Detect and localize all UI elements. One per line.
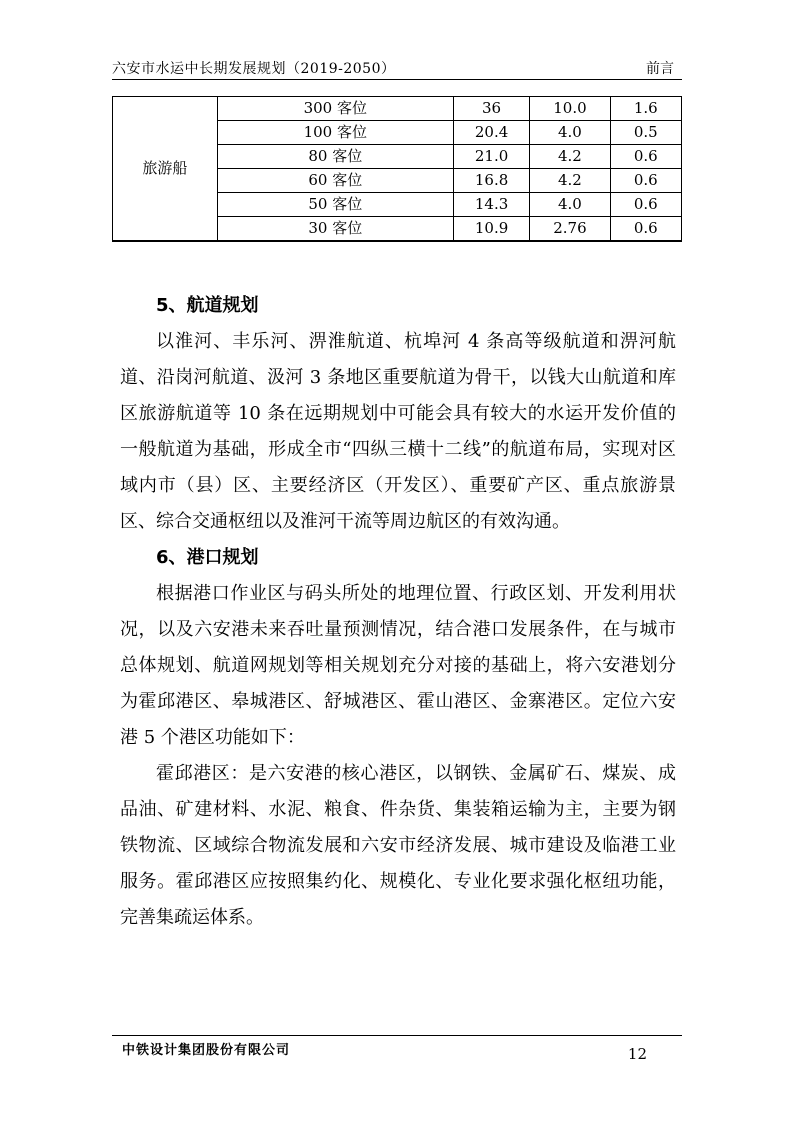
table-cell: 14.3 — [453, 193, 529, 217]
table-cell: 21.0 — [453, 145, 529, 169]
table-cell: 4.2 — [530, 169, 610, 193]
company-name: 中铁设计集团股份有限公司 — [122, 1043, 291, 1058]
table-cell: 10.0 — [530, 97, 610, 121]
table-cell: 0.6 — [610, 193, 681, 217]
table-cell: 10.9 — [453, 217, 529, 242]
table-cell: 80 客位 — [217, 145, 453, 169]
table-cell: 60 客位 — [217, 169, 453, 193]
table-cell: 50 客位 — [217, 193, 453, 217]
page-header — [112, 55, 682, 79]
table-cell: 36 — [453, 97, 529, 121]
table-cell: 4.0 — [530, 193, 610, 217]
header-divider — [112, 79, 682, 80]
table-cell: 0.6 — [610, 169, 681, 193]
paragraph: 根据港口作业区与码头所处的地理位置、行政区划、开发利用状况，以及六安港未来吞吐量预测情况，结合港口发展条件，在与城市总体规划、航道网规划等相关规划充分对接的基础上，将六安港划分为霍邱港区、皋城港区、舒城港区、霍山港区、金寨港区。定位六安港 5 个港区功能如下： — [120, 583, 676, 748]
table-cell: 16.8 — [453, 169, 529, 193]
table-cell: 30 客位 — [217, 217, 453, 242]
document-title: 六安市水运中长期发展规划（2019-2050） — [112, 61, 396, 77]
table-cell: 2.76 — [530, 217, 610, 242]
table-cell: 4.0 — [530, 121, 610, 145]
table-row — [113, 97, 682, 121]
table-cell: 100 客位 — [217, 121, 453, 145]
vessel-spec-table — [112, 96, 682, 242]
paragraph: 以淮河、丰乐河、淠淮航道、杭埠河 4 条高等级航道和淠河航道、沿岗河航道、汲河 3 条地区重要航道为骨干，以钱大山航道和库区旅游航道等 10 条在远期规划中可能会具有较大的水运开发价值的一般航道为基础，形成全市“四纵三横十二线”的航道布局，实现对区域内市（县）区、主要经济区（开发区）、重要矿产区、重点旅游景区、综合交通枢纽以及淮河干流等周边航区的有效沟通。 — [120, 331, 676, 532]
main-content — [120, 288, 676, 936]
paragraph: 霍邱港区：是六安港的核心港区，以钢铁、金属矿石、煤炭、成品油、矿建材料、水泥、粮食、件杂货、集装箱运输为主，主要为钢铁物流、区域综合物流发展和六安市经济发展、城市建设及临港工业服务。霍邱港区应按照集约化、规模化、专业化要求强化枢纽功能，完善集疏运体系。 — [120, 763, 676, 928]
section-name: 前言 — [646, 61, 674, 77]
table-cell: 4.2 — [530, 145, 610, 169]
section-heading-port: 6、港口规划 — [156, 547, 259, 568]
footer-divider — [112, 1035, 682, 1036]
table-cell: 0.6 — [610, 145, 681, 169]
vessel-group-label: 旅游船 — [113, 97, 218, 242]
table-cell: 0.5 — [610, 121, 681, 145]
table-cell: 1.6 — [610, 97, 681, 121]
page-number: 12 — [627, 1045, 647, 1063]
table-cell: 0.6 — [610, 217, 681, 242]
section-heading-waterway: 5、航道规划 — [156, 295, 259, 316]
table-cell: 300 客位 — [217, 97, 453, 121]
table-cell: 20.4 — [453, 121, 529, 145]
